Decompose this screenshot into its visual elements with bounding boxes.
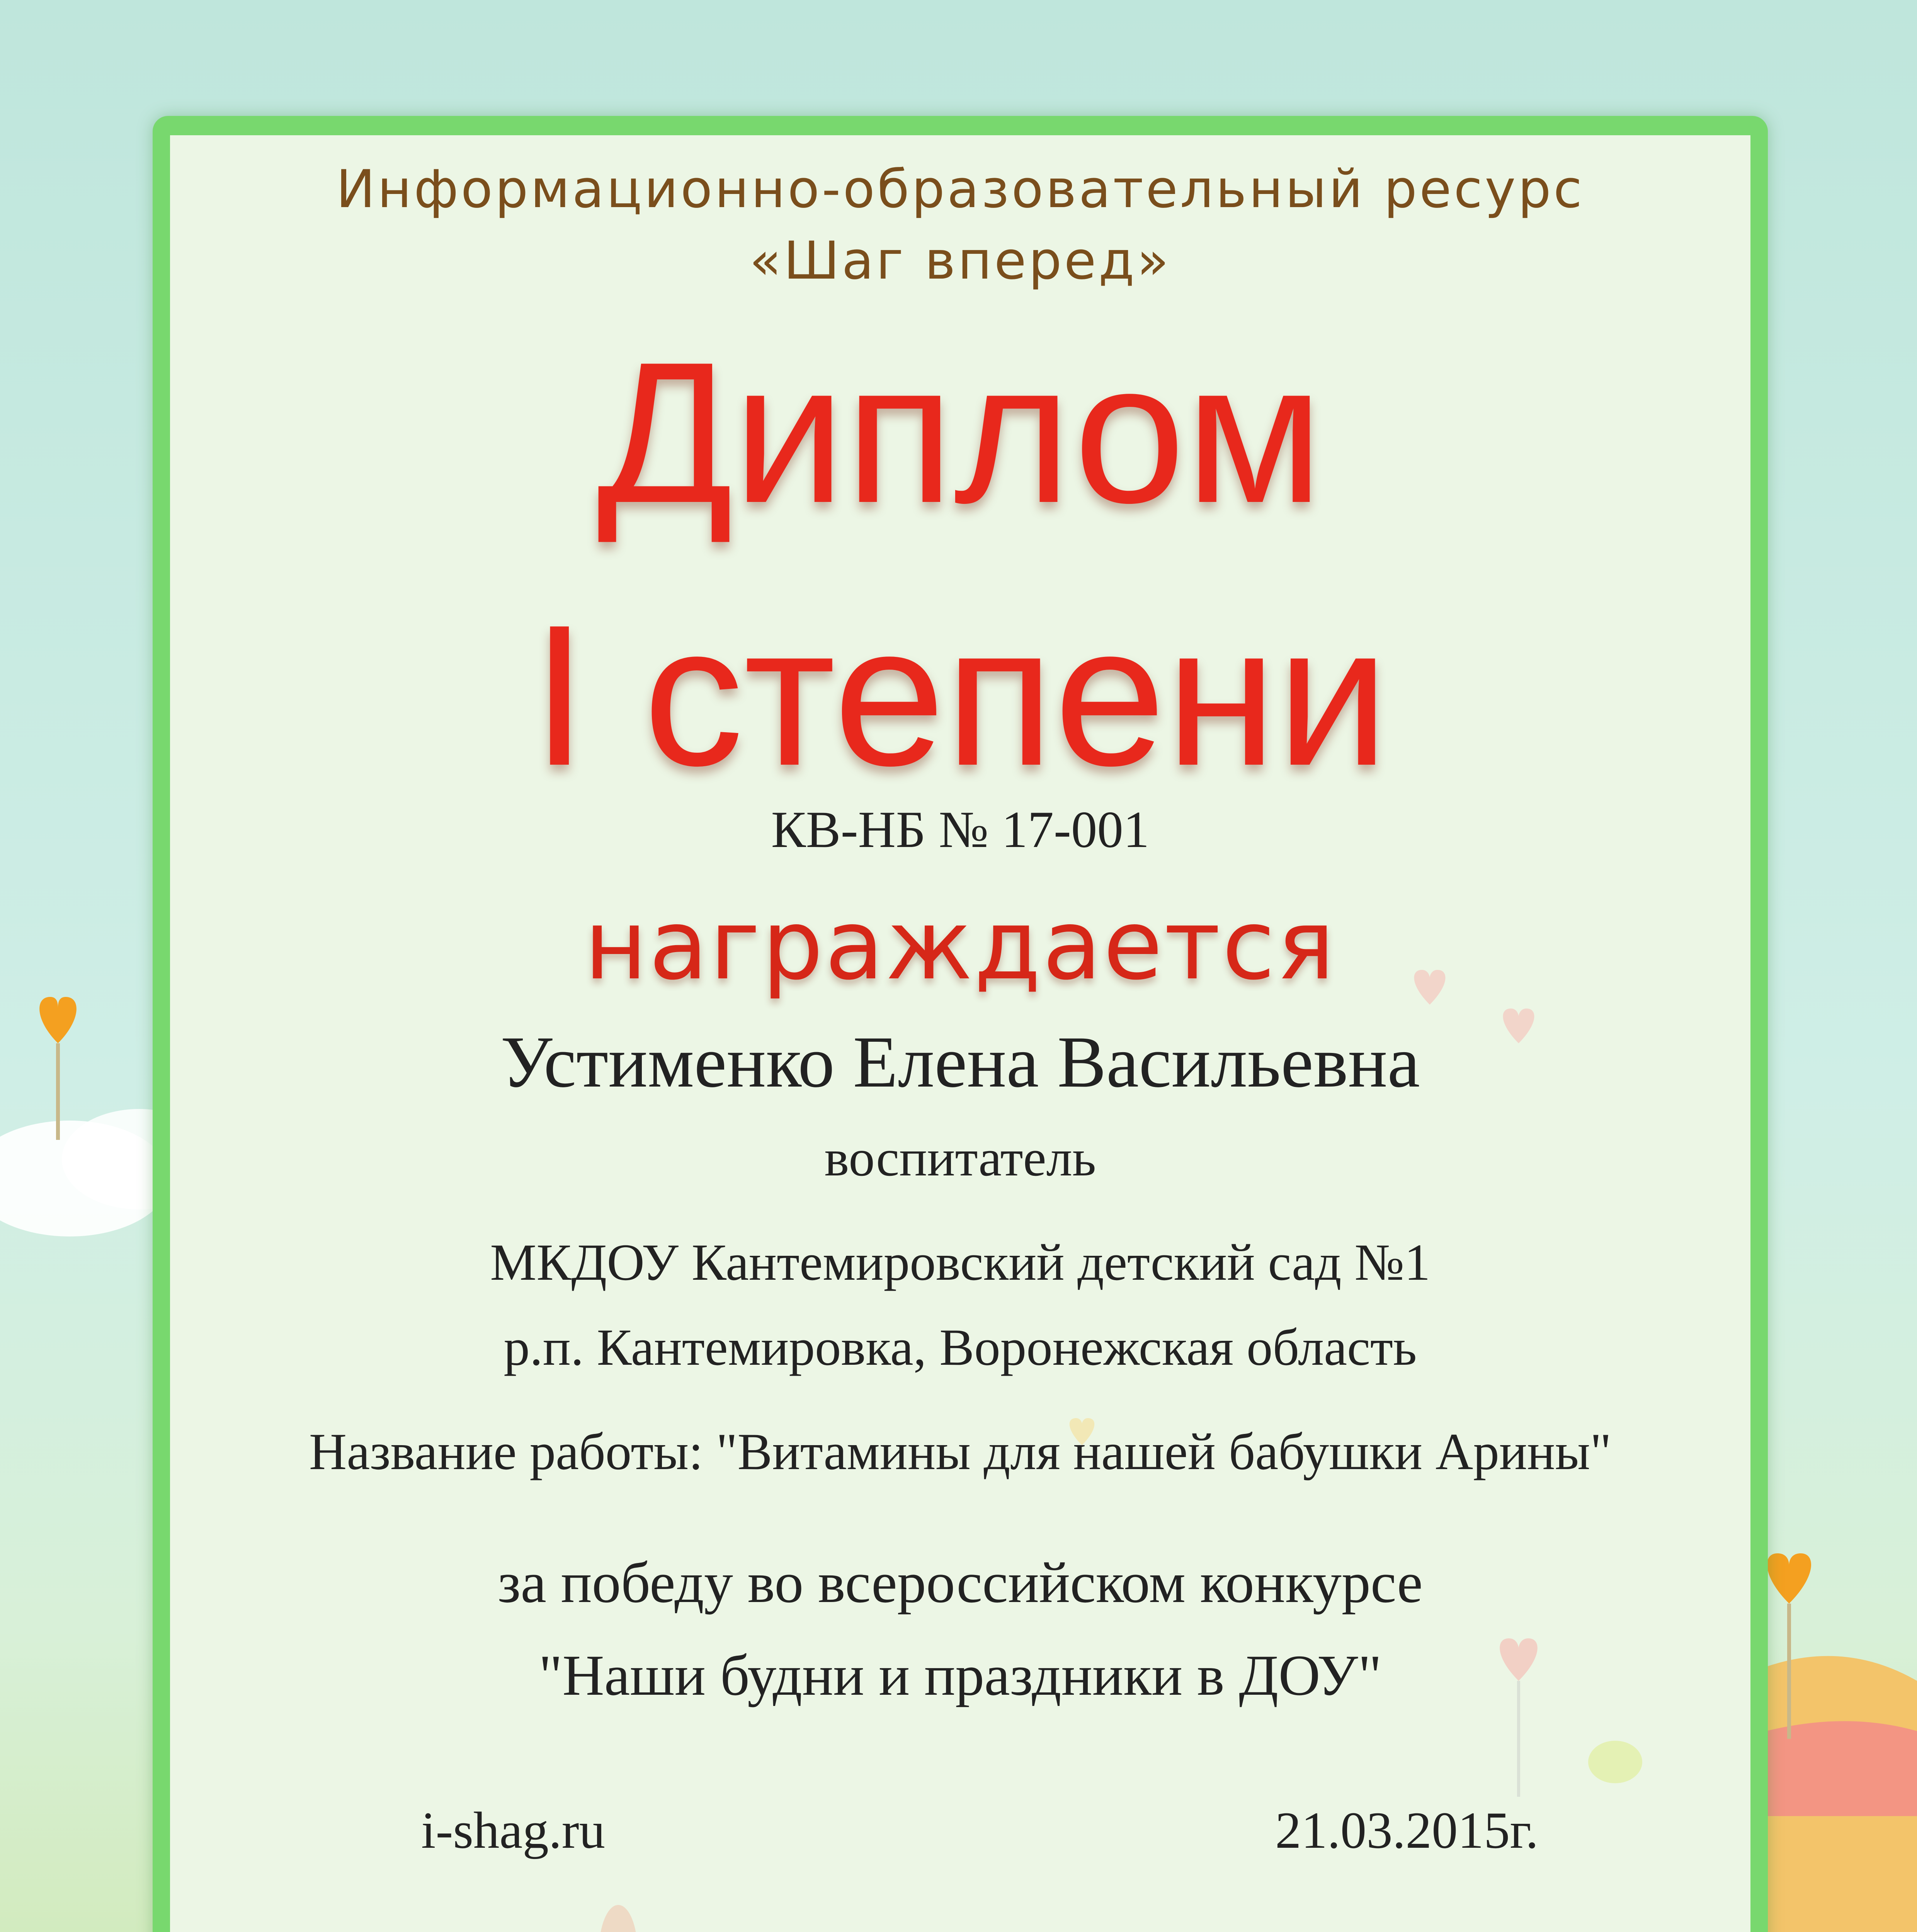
reason-line-1: за победу во всероссийском конкурсе	[498, 1551, 1423, 1615]
recipient-position: воспитатель	[824, 1129, 1096, 1187]
awarded-label: награждается	[584, 889, 1337, 1001]
website: i-shag.ru	[421, 1802, 606, 1859]
header-line-1: Информационно-образовательный ресурс	[336, 159, 1585, 219]
recipient-organization: МКДОУ Кантемировский детский сад №1	[490, 1234, 1431, 1291]
recipient-name: Устименко Елена Васильевна	[500, 1022, 1420, 1103]
reason-line-2: "Наши будни и праздники в ДОУ"	[539, 1643, 1382, 1708]
issue-date: 21.03.2015г.	[1275, 1802, 1539, 1859]
recipient-location: р.п. Кантемировка, Воронежская область	[503, 1319, 1417, 1376]
diploma-degree: I степени	[531, 583, 1389, 808]
header-line-2: «Шаг вперед»	[749, 230, 1171, 291]
work-title: Название работы: "Витамины для нашей бабушки Арины"	[309, 1423, 1612, 1481]
diploma-title: Диплом	[597, 320, 1324, 545]
diploma-number: КВ-НБ № 17-001	[771, 801, 1150, 859]
